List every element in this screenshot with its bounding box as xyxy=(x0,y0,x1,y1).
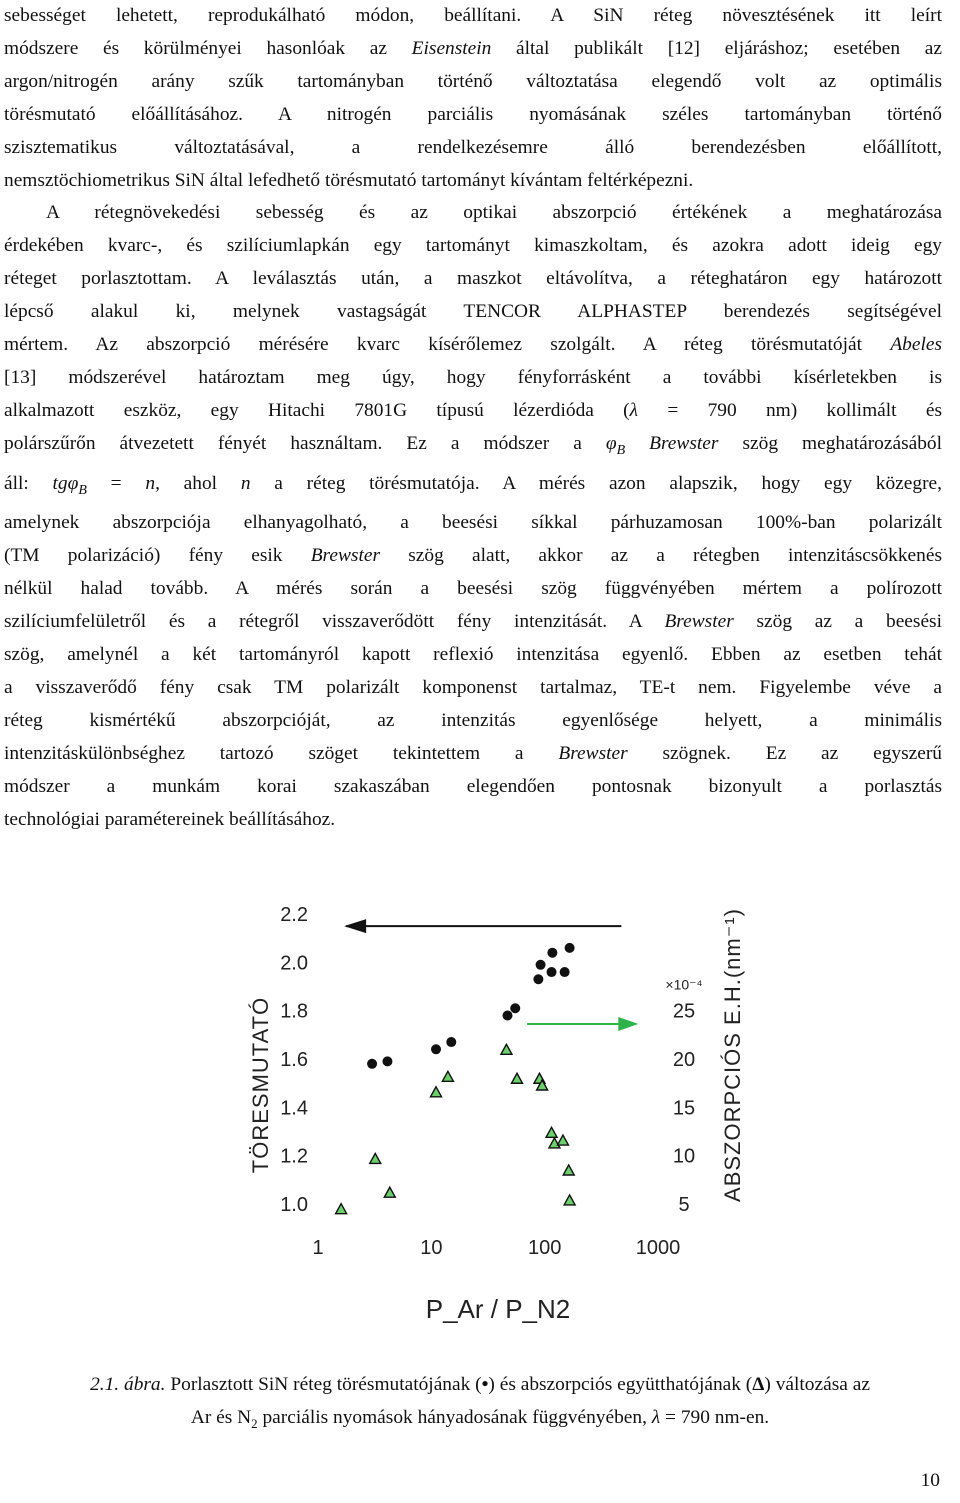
absorption-data-point xyxy=(564,1195,575,1205)
absorption-data-point xyxy=(370,1153,381,1163)
index-data-point xyxy=(560,967,570,977)
right-tick-label: 20 xyxy=(672,1048,696,1071)
absorption-data-point xyxy=(501,1044,512,1054)
caption-label: 2.1. ábra. xyxy=(90,1374,166,1395)
left-tick-label: 1.4 xyxy=(280,1097,308,1120)
left-axis-label: TÖRESMUTATÓ xyxy=(248,996,273,1174)
index-data-point xyxy=(536,960,546,970)
absorption-data-point xyxy=(431,1087,442,1097)
x-tick-label: 100 xyxy=(527,1237,562,1259)
absorption-data-point xyxy=(336,1204,347,1214)
index-data-point xyxy=(382,1056,392,1066)
paragraph-2: A rétegnövekedési sebesség és az optikai abszorpció értékének a meghatározása érdekében kvarc-, és szilíciumlapkán egy tartományt kimaszkoltam, és azokra adott ideig egy réteget porlasztottam. A leválasztás után, a maszkot eltávolítva, a réteghatáron egy határozott lépcső alakul ki, melynek vastagságát TENCOR ALPHASTEP berendezés segítségével mértem. Az abszorpció mérésére kvarc kísérőlemez szolgált. A réteg törésmutatóját Abeles [13] módszerével határoztam meg úgy, hogy fényforrásként a további kísérletekben is alkalmazott eszköz, egy Hitachi 7801G típusú lézerdióda (λ = 790 nm) kollimált és polárszűrőn átvezetett fényét használtam. Ez a módszer a $\varphi_B$ Brewster szög meghatározásából áll: tgφ$_B$ = n, ahol n a réteg törésmutatója. A mérés azon alapszik, hogy egy közegre, amelynek abszorpciója elhanyagolható, a beesési síkkal párhuzamosan 100%-ban polarizált (TM polarizáció) fény esik Brewster szög alatt, akkor az a rétegben intenzitáscsökkenés nélkül halad tovább. A mérés során a beesési szög függvényében mértem a polírozott szilíciumfelületről és a rétegről visszaverődött fény intenzitását. A Brewster szög az a beesési szög, amelynél a két tartományról kapott reflexió intenzitása egyenlő. Ebben az esetben tehát a visszaverődő fény csak TM polarizált komponenst tartalmaz, TE-t nem. Figyelembe véve a réteg kismértékű abszorpcióját, az intenzitás egyenlősége helyett, a minimális intenzitáskülönbséghez tartozó szöget tekintettem a Brewster szögnek. Ez az egyszerű módszer a munkám korai szakaszában elegendően pontosnak bizonyult a porlasztás technológiai paramétereinek beállításához. xyxy=(4,202,943,830)
right-arrow-head xyxy=(618,1017,638,1031)
left-tick-label: 2.2 xyxy=(280,904,308,927)
index-data-point xyxy=(565,943,575,953)
index-data-point xyxy=(367,1059,377,1069)
caption-text-2: Ar és $N_2$ parciális nyomások hányadosának függvényében, λ = 790 nm-en. xyxy=(190,1407,770,1431)
figure-2-1 xyxy=(248,888,758,1358)
index-data-point xyxy=(446,1037,456,1047)
right-tick-label: 5 xyxy=(678,1193,690,1216)
absorption-data-point xyxy=(557,1135,568,1145)
x-tick-label: 10 xyxy=(420,1237,443,1259)
absorption-data-point xyxy=(384,1187,395,1197)
left-tick-label: 2.0 xyxy=(280,952,308,975)
left-tick-label: 1.8 xyxy=(280,1000,308,1023)
index-data-point xyxy=(503,1010,513,1020)
left-arrow-head xyxy=(344,919,366,933)
absorption-data-point xyxy=(442,1071,453,1081)
index-data-point xyxy=(547,948,557,958)
right-tick-label: 15 xyxy=(672,1097,696,1120)
body-text xyxy=(4,0,942,836)
left-tick-label: 1.0 xyxy=(280,1193,308,1216)
right-tick-label: 25 xyxy=(672,1000,696,1023)
index-data-point xyxy=(431,1044,441,1054)
x-axis-label: P_Ar / P_N2 xyxy=(425,1294,571,1324)
index-data-point xyxy=(510,1003,520,1013)
paragraph-1: sebességet lehetett, reprodukálható módon, beállítani. A SiN réteg növesztésének itt leírt módszere és körülményei hasonlóak az Eisenstein által publikált [12] eljáráshoz; esetében az argon/nitrogén arány szűk tartományban történő változtatása elegendő volt az optimális törésmutató előállításához. A nitrogén parciális nyomásának széles tartományban történő szisztematikus változtatásával, a rendelkezésemre álló berendezésben előállított, nemsztöchiometrikus SiN által lefedhető törésmutató tartományt kívántam feltérképezni. xyxy=(4,5,942,191)
page-number: 10 xyxy=(920,1470,940,1491)
index-data-point xyxy=(533,974,543,984)
right-axis-multiplier: ×10⁻⁴ xyxy=(665,976,703,993)
left-tick-label: 1.2 xyxy=(280,1145,308,1168)
absorption-data-point xyxy=(563,1165,574,1175)
figure-caption xyxy=(0,1368,960,1440)
right-tick-label: 10 xyxy=(672,1145,696,1168)
left-tick-label: 1.6 xyxy=(280,1048,308,1071)
right-axis-label: ABSZORPCIÓS E.H.(nm⁻¹) xyxy=(720,908,745,1202)
x-tick-label: 1000 xyxy=(635,1237,681,1259)
x-tick-label: 1 xyxy=(312,1237,324,1259)
absorption-data-point xyxy=(546,1127,557,1137)
index-data-point xyxy=(547,967,557,977)
caption-text: Porlasztott SiN réteg törésmutatójának (•) és abszorpciós együtthatójának (Δ) változása az xyxy=(170,1374,870,1395)
absorption-data-point xyxy=(511,1073,522,1083)
refractive-index-absorption-chart xyxy=(248,888,758,1358)
